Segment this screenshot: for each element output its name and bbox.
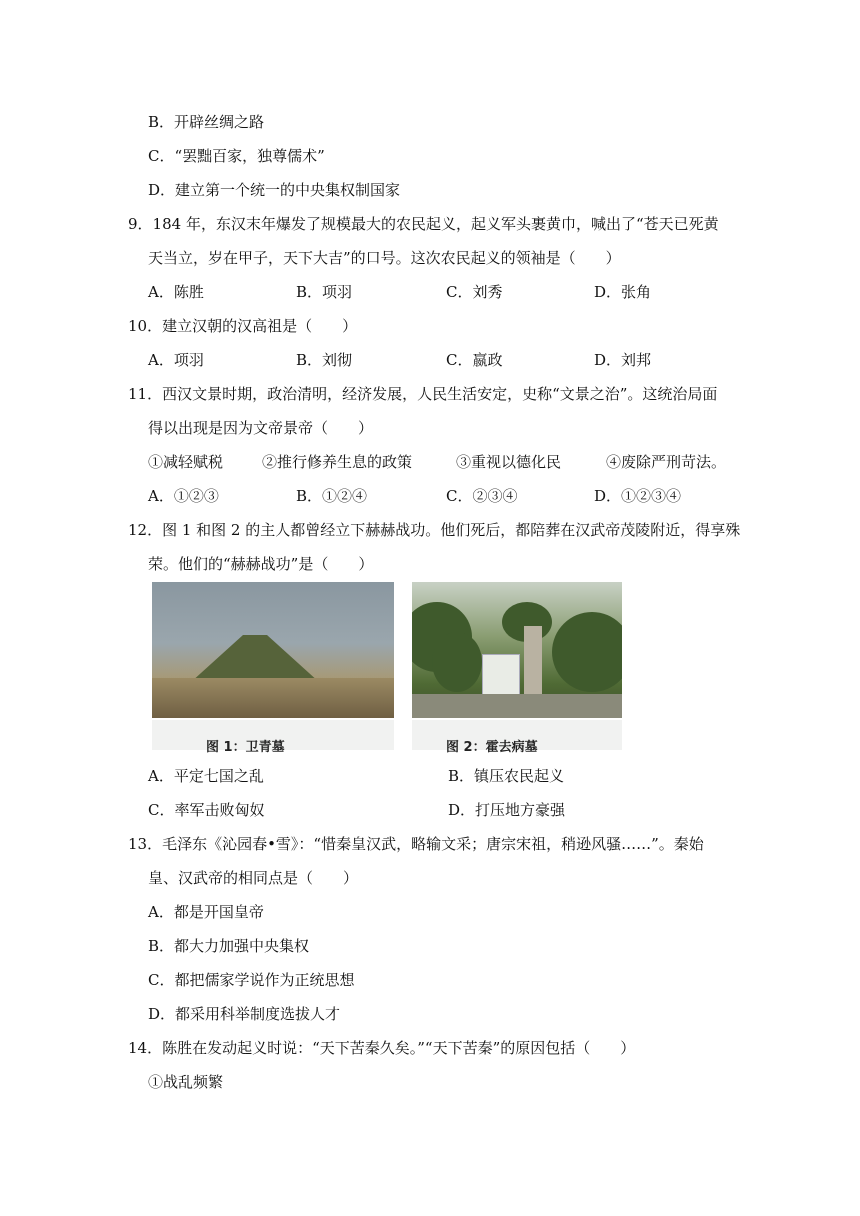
q10-option-d: D．刘邦 (594, 351, 652, 369)
q11-stem-line1: 11．西汉文景时期，政治清明，经济发展，人民生活安定，史称“文景之治”。这统治局面 (128, 385, 718, 403)
q13-option-d: D．都采用科举制度选拔人才 (148, 1005, 341, 1023)
tree (552, 612, 622, 692)
figure-1-caption: 图 1：卫青墓 (206, 740, 285, 755)
q10-option-a: A．项羽 (148, 351, 204, 369)
q12-option-c: C．率军击败匈奴 (148, 801, 265, 819)
figure-2-huo-qubing-tomb-photo (412, 582, 622, 718)
q13-option-a: A．都是开国皇帝 (148, 903, 264, 921)
q9-option-a: A．陈胜 (148, 283, 204, 301)
q11-option-a: A．①②③ (148, 487, 219, 505)
q8-option-c: C．“罢黜百家，独尊儒术” (148, 147, 325, 165)
q11-stem-line2: 得以出现是因为文帝景帝（ ） (148, 419, 374, 437)
q13-option-c: C．都把儒家学说作为正统思想 (148, 971, 355, 989)
q9-stem-line2: 天当立，岁在甲子，天下大吉”的口号。这次农民起义的领袖是（ ） (148, 249, 621, 267)
q14-stem: 14．陈胜在发动起义时说：“天下苦秦久矣。”“天下苦秦”的原因包括（ ） (128, 1039, 636, 1057)
q8-option-b: B．开辟丝绸之路 (148, 113, 265, 131)
figure-2-caption: 图 2：霍去病墓 (446, 740, 538, 755)
q11-item-2: ②推行修养生息的政策 (262, 453, 413, 471)
q11-item-4: ④废除严刑苛法。 (606, 453, 727, 471)
q12-option-a: A．平定七国之乱 (148, 767, 264, 785)
q10-option-b: B．刘彻 (296, 351, 353, 369)
q10-stem: 10．建立汉朝的汉高祖是（ ） (128, 317, 358, 335)
q14-item-1: ①战乱频繁 (148, 1073, 224, 1091)
pillar (524, 626, 542, 698)
q11-option-d: D．①②③④ (594, 487, 682, 505)
q11-option-c: C．②③④ (446, 487, 518, 505)
q13-stem-line2: 皇、汉武帝的相同点是（ ） (148, 869, 359, 887)
q12-option-d: D．打压地方豪强 (448, 801, 566, 819)
ground (412, 694, 622, 718)
q11-option-b: B．①②④ (296, 487, 368, 505)
q12-option-b: B．镇压农民起义 (448, 767, 565, 785)
q9-option-c: C．刘秀 (446, 283, 503, 301)
q9-option-b: B．项羽 (296, 283, 353, 301)
q9-option-d: D．张角 (594, 283, 652, 301)
q10-option-c: C．嬴政 (446, 351, 503, 369)
field (152, 678, 394, 718)
figure-1-wei-qing-tomb-photo (152, 582, 394, 718)
q12-stem-line1: 12．图 1 和图 2 的主人都曾经立下赫赫战功。他们死后，都陪葬在汉武帝茂陵附近，得享殊 (128, 521, 741, 539)
q8-option-d: D．建立第一个统一的中央集权制国家 (148, 181, 401, 199)
tree (432, 632, 482, 692)
q11-item-1: ①减轻赋税 (148, 453, 224, 471)
q9-stem-line1: 9．184 年，东汉末年爆发了规模最大的农民起义，起义军头裹黄巾，喊出了“苍天已死黄 (128, 215, 719, 233)
q12-stem-line2: 荣。他们的“赫赫战功”是（ ） (148, 555, 374, 573)
q13-stem-line1: 13．毛泽东《沁园春•雪》：“惜秦皇汉武，略输文采；唐宗宋祖，稍逊风骚……”。秦始 (128, 835, 704, 853)
q11-item-3: ③重视以德化民 (456, 453, 562, 471)
q13-option-b: B．都大力加强中央集权 (148, 937, 310, 955)
